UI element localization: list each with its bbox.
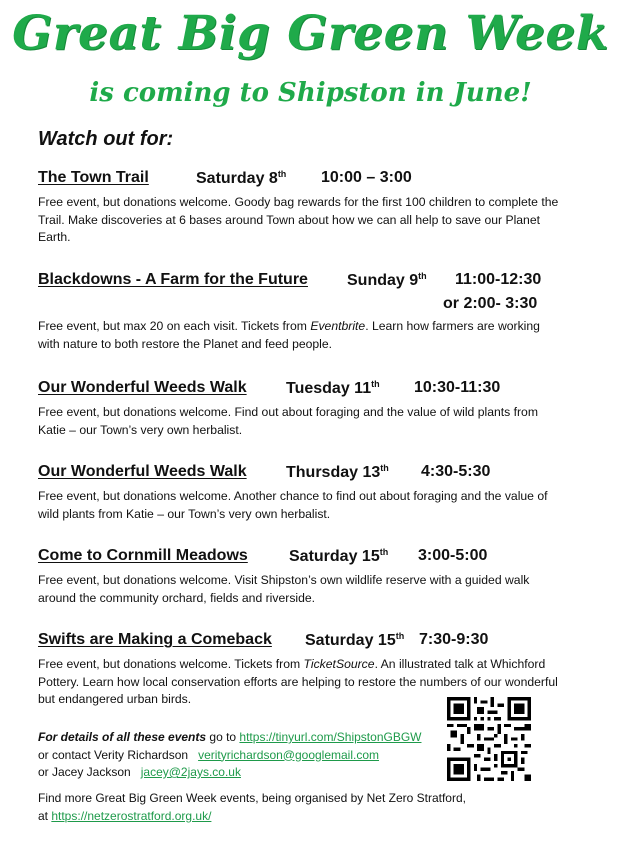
event-name: Blackdowns - A Farm for the Future [38,271,308,288]
event-description: Free event, but donations welcome. Tickets from TicketSource. An illustrated talk at Whichford Pottery. Learn how local conservation efforts are helping to restore the numbers of our wonderful but endangered urban birds. [38,657,558,706]
netzero-link[interactable]: https://netzerostratford.org.uk/ [51,809,212,823]
event-description: Free event, but donations welcome. Another chance to find out about foraging and the value of wild plants from Katie – our Town’s very own herbalist. [38,489,548,521]
event-time: 3:00-5:00 [418,547,488,564]
details-label: For details of all these events [38,730,207,744]
event-description: Free event, but max 20 on each visit. Tickets from Eventbrite. Learn how farmers are working with nature to both restore the Planet and feed people. [38,319,540,351]
event-day: Saturday 15th [289,547,389,565]
event-day: Saturday 8th [196,169,287,187]
event-day: Thursday 13th [286,463,389,481]
event-name: Come to Cornmill Meadows [38,547,248,564]
event-name: The Town Trail [38,169,149,186]
event-description: Free event, but donations welcome. Goody bag rewards for the first 100 children to complete the Trail. Make discoveries at 6 bases around Town about how we can all help to save our Planet Earth. [38,195,559,244]
event-time: 10:00 – 3:00 [321,169,412,186]
event-town-trail [38,169,568,247]
poster-title: Great Big Green Week [12,6,609,61]
more-events [38,789,466,825]
qr-code-icon[interactable] [447,697,531,781]
verity-email-link[interactable]: verityrichardson@googlemail.com [198,747,380,762]
event-description: Free event, but donations welcome. Visit Shipston’s own wildlife reserve with a guided walk around the community orchard, fields and riverside. [38,573,530,605]
event-time-alt: or 2:00- 3:30 [443,295,538,312]
event-name: Our Wonderful Weeds Walk [38,379,247,396]
event-description: Free event, but donations welcome. Find out about foraging and the value of wild plants from Katie – our Town’s very own herbalist. [38,405,538,437]
event-blackdowns [38,271,568,353]
event-day: Saturday 15th [305,631,405,649]
event-weeds-walk-thursday [38,463,568,523]
contact-details [38,729,421,782]
event-time: 10:30-11:30 [414,379,501,396]
intro-heading: Watch out for: [38,128,174,150]
details-link[interactable]: https://tinyurl.com/ShipstonGBGW [239,730,422,744]
event-weeds-walk-tuesday [38,379,568,439]
more-events-text: Find more Great Big Green Week events, being organised by Net Zero Stratford, [38,791,466,805]
more-at: at [38,809,52,823]
event-cornmill-meadows [38,547,568,607]
jacey-email-link[interactable]: jacey@2jays.co.uk [140,765,241,779]
event-time: 11:00-12:30 [455,271,542,288]
event-time: 7:30-9:30 [419,631,489,648]
event-name: Swifts are Making a Comeback [38,631,272,648]
event-day: Sunday 9th [347,271,427,289]
event-name: Our Wonderful Weeds Walk [38,463,247,480]
poster-subtitle: is coming to Shipston in June! [89,78,532,108]
contact-verity: or contact Verity Richardson [38,747,189,762]
details-go: go to [206,730,240,744]
event-time: 4:30-5:30 [421,463,491,480]
contact-jacey: or Jacey Jackson [38,765,131,779]
event-day: Tuesday 11th [286,379,380,397]
